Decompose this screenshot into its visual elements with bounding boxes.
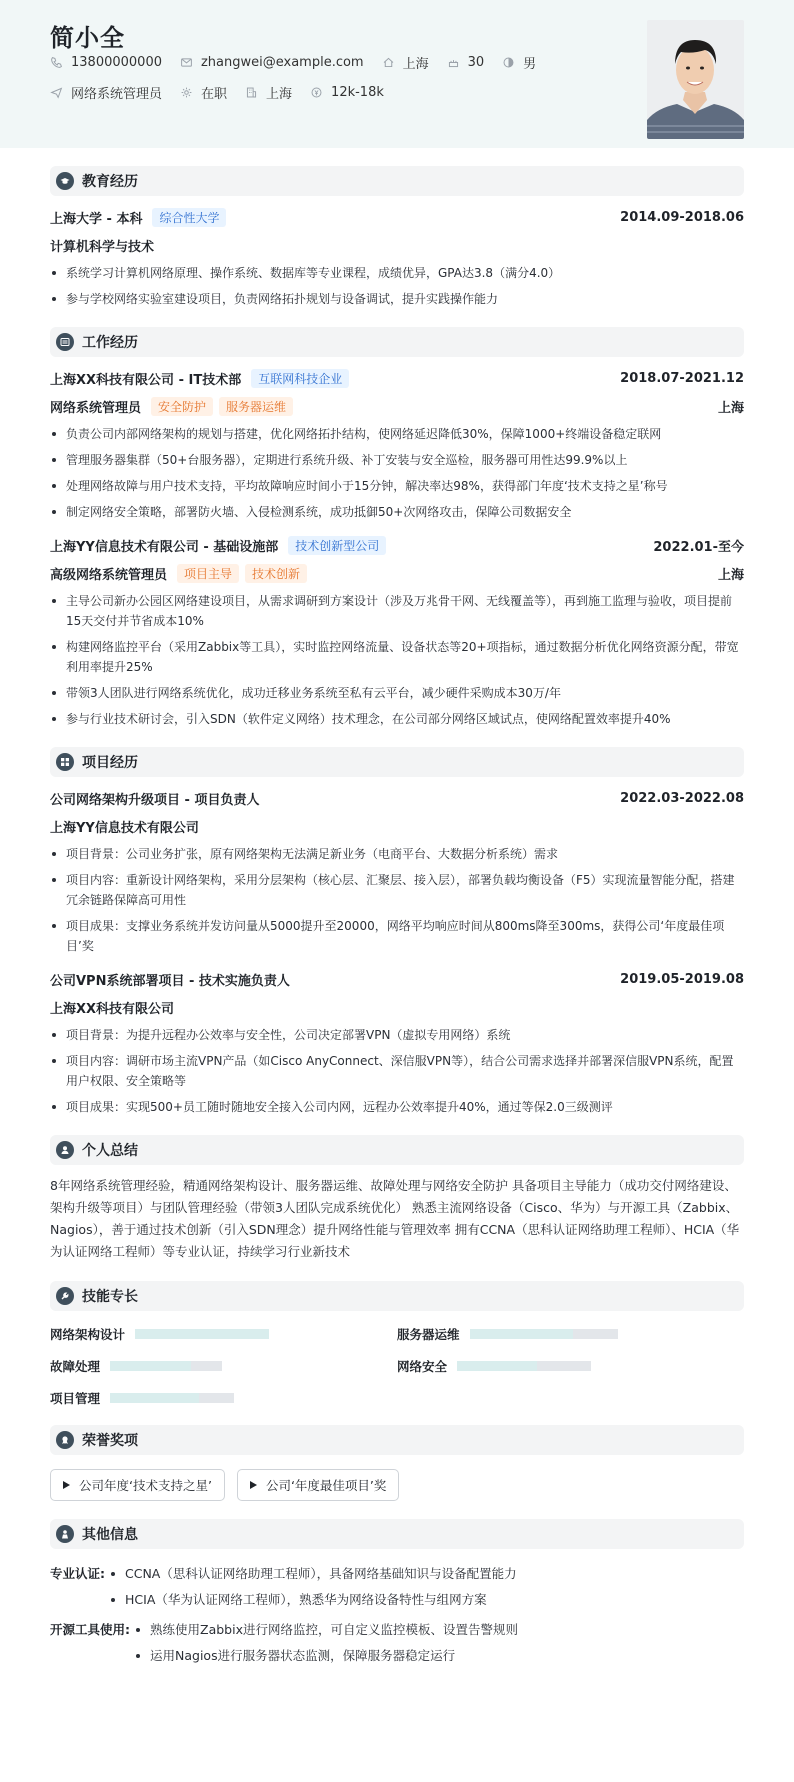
salary-icon bbox=[310, 86, 323, 99]
city-text: 上海 bbox=[402, 57, 429, 72]
role-tag: 服务器运维 bbox=[219, 397, 293, 416]
skill-item bbox=[397, 1357, 744, 1375]
other-group bbox=[50, 1563, 744, 1615]
skill-fill bbox=[110, 1361, 191, 1371]
skill-bar bbox=[110, 1393, 234, 1403]
age-text: 30 bbox=[467, 55, 485, 70]
list-item: HCIA（华为认证网络工程师），熟悉华为网络设备特性与组网方案 bbox=[105, 1589, 517, 1611]
work-header bbox=[50, 327, 744, 357]
skill-fill bbox=[110, 1393, 199, 1403]
age-item bbox=[447, 55, 485, 70]
list-item: 运用Nagios进行服务器状态监测，保障服务器稳定运行 bbox=[130, 1645, 518, 1667]
profile-header bbox=[0, 0, 794, 148]
job-bullets bbox=[50, 424, 744, 522]
position-text: 网络系统管理员 bbox=[71, 87, 163, 102]
play-icon bbox=[61, 1480, 71, 1490]
project-name: 公司VPN系统部署项目 - 技术实施负责人 bbox=[50, 974, 290, 989]
list-item: 项目内容：重新设计网络架构，采用分层架构（核心层、汇聚层、接入层），部署负载均衡设备（F5）实现流量智能分配，搭建冗余链路保障高可用性 bbox=[50, 870, 744, 910]
mail-icon bbox=[180, 56, 193, 69]
list-item: 项目内容：调研市场主流VPN产品（如Cisco AnyConnect、深信服VPN等），结合公司需求选择并部署深信服VPN系统，配置用户权限、安全策略等 bbox=[50, 1051, 744, 1091]
status-item bbox=[180, 83, 227, 102]
project-row bbox=[50, 970, 744, 989]
other-label: 开源工具使用: bbox=[50, 1622, 130, 1637]
list-item: 项目背景：公司业务扩张，原有网络架构无法满足新业务（电商平台、大数据分析系统）需求 bbox=[50, 844, 744, 864]
list-item: 参与行业技术研讨会，引入SDN（软件定义网络）技术理念，在公司部分网络区域试点，使网络配置效率提升40% bbox=[50, 709, 744, 729]
school-name: 上海大学 - 本科 bbox=[50, 212, 143, 227]
skills-header bbox=[50, 1281, 744, 1311]
job-info-row bbox=[50, 83, 402, 102]
skill-bar bbox=[457, 1361, 591, 1371]
project-entry bbox=[50, 970, 744, 1117]
other-list bbox=[105, 1563, 517, 1615]
education-entry bbox=[50, 208, 744, 309]
skill-bar bbox=[135, 1329, 269, 1339]
role-wrap bbox=[50, 564, 307, 583]
email-item bbox=[180, 55, 364, 70]
skill-item bbox=[397, 1325, 744, 1343]
other-list bbox=[130, 1619, 518, 1671]
project-section bbox=[50, 747, 744, 1117]
education-header bbox=[50, 166, 744, 196]
candidate-name: 简小全 bbox=[50, 24, 125, 52]
project-row bbox=[50, 789, 744, 808]
position-item bbox=[50, 83, 162, 102]
job-role-row bbox=[50, 564, 744, 583]
avatar bbox=[647, 20, 744, 139]
section-title: 其他信息 bbox=[82, 1527, 138, 1543]
awards-header bbox=[50, 1425, 744, 1455]
project-bullets bbox=[50, 1025, 744, 1117]
grid-icon bbox=[56, 753, 74, 771]
skill-fill bbox=[457, 1361, 537, 1371]
skill-item bbox=[50, 1325, 397, 1343]
other-content bbox=[50, 1563, 744, 1671]
job-location: 上海 bbox=[717, 401, 744, 416]
job-role: 网络系统管理员 bbox=[50, 401, 142, 416]
user-icon bbox=[56, 1141, 74, 1159]
company-tag: 技术创新型公司 bbox=[288, 536, 386, 555]
company-tag: 互联网科技企业 bbox=[251, 369, 349, 388]
project-org: 上海YY信息技术有限公司 bbox=[50, 821, 199, 836]
graduation-cap-icon bbox=[56, 172, 74, 190]
award-chip bbox=[50, 1469, 225, 1501]
salary-text: 12k-18k bbox=[331, 85, 384, 100]
work-section bbox=[50, 327, 744, 729]
award-chip bbox=[237, 1469, 399, 1501]
tools-icon bbox=[56, 1287, 74, 1305]
phone-item bbox=[50, 55, 162, 70]
job-company-row bbox=[50, 369, 744, 388]
project-bullets bbox=[50, 844, 744, 956]
list-item: CCNA（思科认证网络助理工程师），具备网络基础知识与设备配置能力 bbox=[105, 1563, 517, 1585]
project-header bbox=[50, 747, 744, 777]
company-name: 上海YY信息技术有限公司 - 基础设施部 bbox=[50, 540, 279, 555]
list-icon bbox=[56, 333, 74, 351]
skill-item bbox=[50, 1389, 397, 1407]
medal-icon bbox=[56, 1431, 74, 1449]
city-item bbox=[382, 53, 429, 72]
skill-name: 项目管理 bbox=[50, 1391, 101, 1406]
award-label: 公司‘年度最佳项目’奖 bbox=[265, 1478, 387, 1493]
email-text: zhangwei@example.com bbox=[200, 55, 364, 70]
role-tag: 技术创新 bbox=[245, 564, 307, 583]
person-icon bbox=[56, 1525, 74, 1543]
summary-section bbox=[50, 1135, 744, 1263]
project-org: 上海XX科技有限公司 bbox=[50, 1002, 175, 1017]
job-entry bbox=[50, 369, 744, 522]
school-wrap bbox=[50, 208, 226, 227]
project-name: 公司网络架构升级项目 - 项目负责人 bbox=[50, 793, 260, 808]
list-item: 熟练使用Zabbix进行网络监控，可自定义监控模板、设置告警规则 bbox=[130, 1619, 518, 1641]
job-location: 上海 bbox=[717, 568, 744, 583]
education-row bbox=[50, 208, 744, 227]
project-entry bbox=[50, 789, 744, 956]
job-entry bbox=[50, 536, 744, 729]
list-item: 参与学校网络实验室建设项目，负责网络拓扑规划与设备调试，提升实践操作能力 bbox=[50, 289, 744, 309]
major-row bbox=[50, 236, 744, 255]
company-wrap bbox=[50, 536, 386, 555]
job-bullets bbox=[50, 591, 744, 729]
school-tag: 综合性大学 bbox=[152, 208, 226, 227]
home-icon bbox=[382, 56, 395, 69]
job-role-row bbox=[50, 397, 744, 416]
work-city-text: 上海 bbox=[266, 87, 293, 102]
phone-text: 13800000000 bbox=[71, 55, 162, 70]
awards-list bbox=[50, 1469, 744, 1501]
skill-name: 网络安全 bbox=[397, 1359, 448, 1374]
education-section bbox=[50, 166, 744, 309]
gender-item bbox=[502, 53, 536, 72]
gender-text: 男 bbox=[523, 57, 537, 72]
skill-fill bbox=[135, 1329, 269, 1339]
company-wrap bbox=[50, 369, 349, 388]
list-item: 构建网络监控平台（采用Zabbix等工具），实时监控网络流量、设备状态等20+项指标，通过数据分析优化网络资源分配，带宽利用率提升25% bbox=[50, 637, 744, 677]
section-title: 教育经历 bbox=[82, 174, 138, 190]
award-label: 公司年度‘技术支持之星’ bbox=[79, 1478, 212, 1493]
education-date: 2014.09-2018.06 bbox=[620, 210, 744, 225]
skills-grid bbox=[50, 1325, 744, 1407]
section-title: 个人总结 bbox=[82, 1143, 138, 1159]
skill-bar bbox=[110, 1361, 222, 1371]
skill-name: 服务器运维 bbox=[397, 1327, 460, 1342]
section-title: 荣誉奖项 bbox=[82, 1433, 138, 1449]
job-date: 2022.01-至今 bbox=[653, 540, 744, 555]
list-item: 系统学习计算机网络原理、操作系统、数据库等专业课程，成绩优异，GPA达3.8（满分4.0） bbox=[50, 263, 744, 283]
section-title: 技能专长 bbox=[82, 1289, 138, 1305]
job-company-row bbox=[50, 536, 744, 555]
gear-icon bbox=[180, 86, 193, 99]
list-item: 带领3人团队进行网络系统优化，成功迁移业务系统至私有云平台，减少硬件采购成本30万/年 bbox=[50, 683, 744, 703]
work-city-item bbox=[245, 83, 292, 102]
role-tag: 项目主导 bbox=[177, 564, 239, 583]
skill-fill bbox=[470, 1329, 574, 1339]
major: 计算机科学与技术 bbox=[50, 240, 155, 255]
project-org-row bbox=[50, 998, 744, 1017]
list-item: 主导公司新办公园区网络建设项目，从需求调研到方案设计（涉及万兆骨干网、无线覆盖等），再到施工监理与验收，项目提前15天交付并节省成本10% bbox=[50, 591, 744, 631]
skill-name: 故障处理 bbox=[50, 1359, 101, 1374]
list-item: 项目背景：为提升远程办公效率与安全性，公司决定部署VPN（虚拟专用网络）系统 bbox=[50, 1025, 744, 1045]
list-item: 项目成果：实现500+员工随时随地安全接入公司内网，远程办公效率提升40%，通过等保2.0三级测评 bbox=[50, 1097, 744, 1117]
building-icon bbox=[245, 86, 258, 99]
play-icon bbox=[248, 1480, 258, 1490]
summary-header bbox=[50, 1135, 744, 1165]
skills-section bbox=[50, 1281, 744, 1407]
list-item: 负责公司内部网络架构的规划与搭建，优化网络拓扑结构，使网络延迟降低30%，保障1000+终端设备稳定联网 bbox=[50, 424, 744, 444]
section-title: 项目经历 bbox=[82, 755, 138, 771]
list-item: 管理服务器集群（50+台服务器），定期进行系统升级、补丁安装与安全巡检，服务器可用性达99.9%以上 bbox=[50, 450, 744, 470]
education-bullets bbox=[50, 263, 744, 309]
skill-name: 网络架构设计 bbox=[50, 1327, 126, 1342]
project-date: 2022.03-2022.08 bbox=[620, 791, 744, 806]
skill-item bbox=[50, 1357, 397, 1375]
awards-section bbox=[50, 1425, 744, 1501]
other-group bbox=[50, 1619, 744, 1671]
summary-text: 8年网络系统管理经验，精通网络架构设计、服务器运维、故障处理与网络安全防护 具备项目主导能力（成功交付网络建设、架构升级等项目）与团队管理经验（带领3人团队完成系统优化） 熟悉主流网络设备（Cisco、华为）与开源工具（Zabbix、Nagios），善于通过技术创新（引入SDN理念）提升网络性能与管理效率 拥有CCNA（思科认证网络助理工程师）、HCIA（华为认证网络工程师）等专业认证，持续学习行业新技术 bbox=[50, 1178, 740, 1259]
project-org-row bbox=[50, 817, 744, 836]
list-item: 项目成果：支撑业务系统并发访问量从5000提升至20000，网络平均响应时间从800ms降至300ms，获得公司‘年度最佳项目’奖 bbox=[50, 916, 744, 956]
age-icon bbox=[447, 56, 460, 69]
role-wrap bbox=[50, 397, 293, 416]
role-tag: 安全防护 bbox=[151, 397, 213, 416]
skill-bar bbox=[470, 1329, 618, 1339]
list-item: 制定网络安全策略，部署防火墙、入侵检测系统，成功抵御50+次网络攻击，保障公司数据安全 bbox=[50, 502, 744, 522]
project-date: 2019.05-2019.08 bbox=[620, 972, 744, 987]
job-role: 高级网络系统管理员 bbox=[50, 568, 168, 583]
contact-row bbox=[50, 53, 554, 72]
gender-icon bbox=[502, 56, 515, 69]
other-header bbox=[50, 1519, 744, 1549]
company-name: 上海XX科技有限公司 - IT技术部 bbox=[50, 373, 242, 388]
status-text: 在职 bbox=[201, 87, 228, 102]
section-title: 工作经历 bbox=[82, 335, 138, 351]
other-label: 专业认证: bbox=[50, 1566, 105, 1581]
job-date: 2018.07-2021.12 bbox=[620, 371, 744, 386]
salary-item bbox=[310, 85, 384, 100]
list-item: 处理网络故障与用户技术支持，平均故障响应时间小于15分钟，解决率达98%，获得部门年度‘技术支持之星’称号 bbox=[50, 476, 744, 496]
other-section bbox=[50, 1519, 744, 1671]
send-icon bbox=[50, 86, 63, 99]
phone-icon bbox=[50, 56, 63, 69]
